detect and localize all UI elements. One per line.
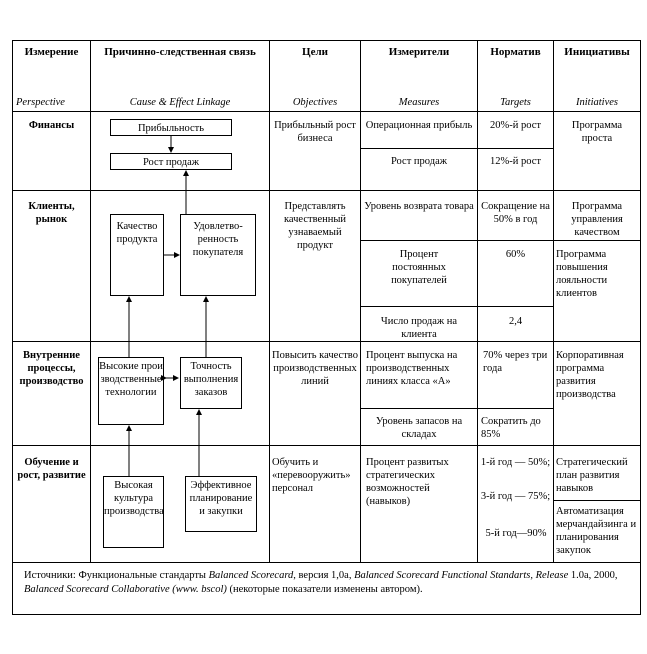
- header-targets: Норматив: [490, 46, 541, 58]
- learning-initiative-2: Автоматизация мерчандайзинга и планирования закупок: [556, 506, 637, 557]
- header-measures: Измерители: [388, 46, 450, 58]
- clients-measure-3: Число продаж на клиента: [380, 316, 458, 341]
- clients-measure-1: Уровень возврата товара: [364, 201, 474, 212]
- box-effective-planning: Эффективное планирование и закупки: [185, 476, 257, 532]
- subheader-linkage: Cause & Effect Linkage: [129, 97, 231, 108]
- processes-dimension: Внутренние процессы, производство: [19, 350, 84, 388]
- box-order-accuracy: Точность выполнения заказов: [180, 357, 242, 409]
- learning-target-2: 3-й год — 75%;: [480, 491, 551, 502]
- learning-objective: Обучить и «перевооружить» персонал: [272, 457, 351, 495]
- processes-target-2: Сократить до 85%: [481, 416, 541, 441]
- finance-initiative: Программа проста: [571, 120, 623, 145]
- clients-target-1: Сокращение на 50% в год: [481, 201, 550, 226]
- subheader-measures: Measures: [398, 97, 440, 108]
- clients-target-3: 2,4: [508, 316, 523, 327]
- processes-objective: Повысить качество производственных линий: [272, 350, 358, 388]
- subheader-initiatives: Initiatives: [576, 97, 618, 108]
- header-initiatives: Инициативы: [564, 46, 630, 58]
- box-high-tech: Высокие производственные технологии: [98, 357, 164, 425]
- processes-target-1: 70% через три года: [483, 350, 548, 375]
- box-customer-satisfaction: Удовлетво-ренность покупателя: [180, 214, 256, 296]
- learning-measure: Процент развитых стратегических возможностей (навыков): [366, 457, 449, 508]
- box-profitability: Прибыльность: [110, 119, 232, 136]
- clients-measure-2: Процент постоянных покупателей: [391, 249, 447, 287]
- footer-sources: Источники: Функциональные стандарты Balanced Scorecard, версия 1,0a, Balanced Scorecard Functional Standarts, Release 1.0a, 2000, Balanced Scorecard Collaborative (www. bscol) (некоторые показатели изменены автором).: [24, 570, 618, 595]
- clients-objective: Представлять качественный узнаваемый продукт: [283, 201, 347, 252]
- learning-initiative-1: Стратегический план развития навыков: [556, 457, 628, 495]
- processes-initiative: Корпоративная программа развития производства: [556, 350, 624, 401]
- finance-dimension: Финансы: [28, 120, 75, 131]
- clients-initiative-2: Программа повышения лояльности клиентов: [556, 249, 608, 300]
- clients-target-2: 60%: [505, 249, 526, 260]
- header-dimension: Измерение: [24, 46, 79, 58]
- clients-initiative-1: Программа управления качеством: [571, 201, 623, 239]
- processes-measure-2: Уровень запасов на складах: [375, 416, 463, 441]
- learning-dimension: Обучение и рост, развитие: [17, 457, 86, 482]
- header-objectives: Цели: [302, 46, 328, 58]
- finance-measure-1: Операционная прибыль: [365, 120, 473, 131]
- learning-target-1: 1-й год — 50%;: [480, 457, 551, 468]
- finance-target-1: 20%-й рост: [490, 120, 541, 131]
- processes-measure-1: Процент выпуска на производственных линиях класса «А»: [366, 350, 458, 388]
- finance-measure-2: Рост продаж: [390, 156, 448, 167]
- subheader-objectives: Objectives: [292, 97, 338, 108]
- box-product-quality: Качество продукта: [110, 214, 164, 296]
- header-linkage: Причинно-следственная связь: [104, 46, 256, 58]
- box-sales-growth: Рост продаж: [110, 153, 232, 170]
- finance-objective: Прибыльный рост бизнеса: [274, 120, 356, 145]
- clients-dimension: Клиенты, рынок: [28, 201, 75, 226]
- box-production-culture: Высокая культура производства: [103, 476, 164, 548]
- subheader-targets: Targets: [500, 97, 531, 108]
- learning-target-3: 5-й год—90%: [485, 528, 547, 539]
- finance-target-2: 12%-й рост: [490, 156, 541, 167]
- subheader-dimension: Perspective: [16, 97, 65, 108]
